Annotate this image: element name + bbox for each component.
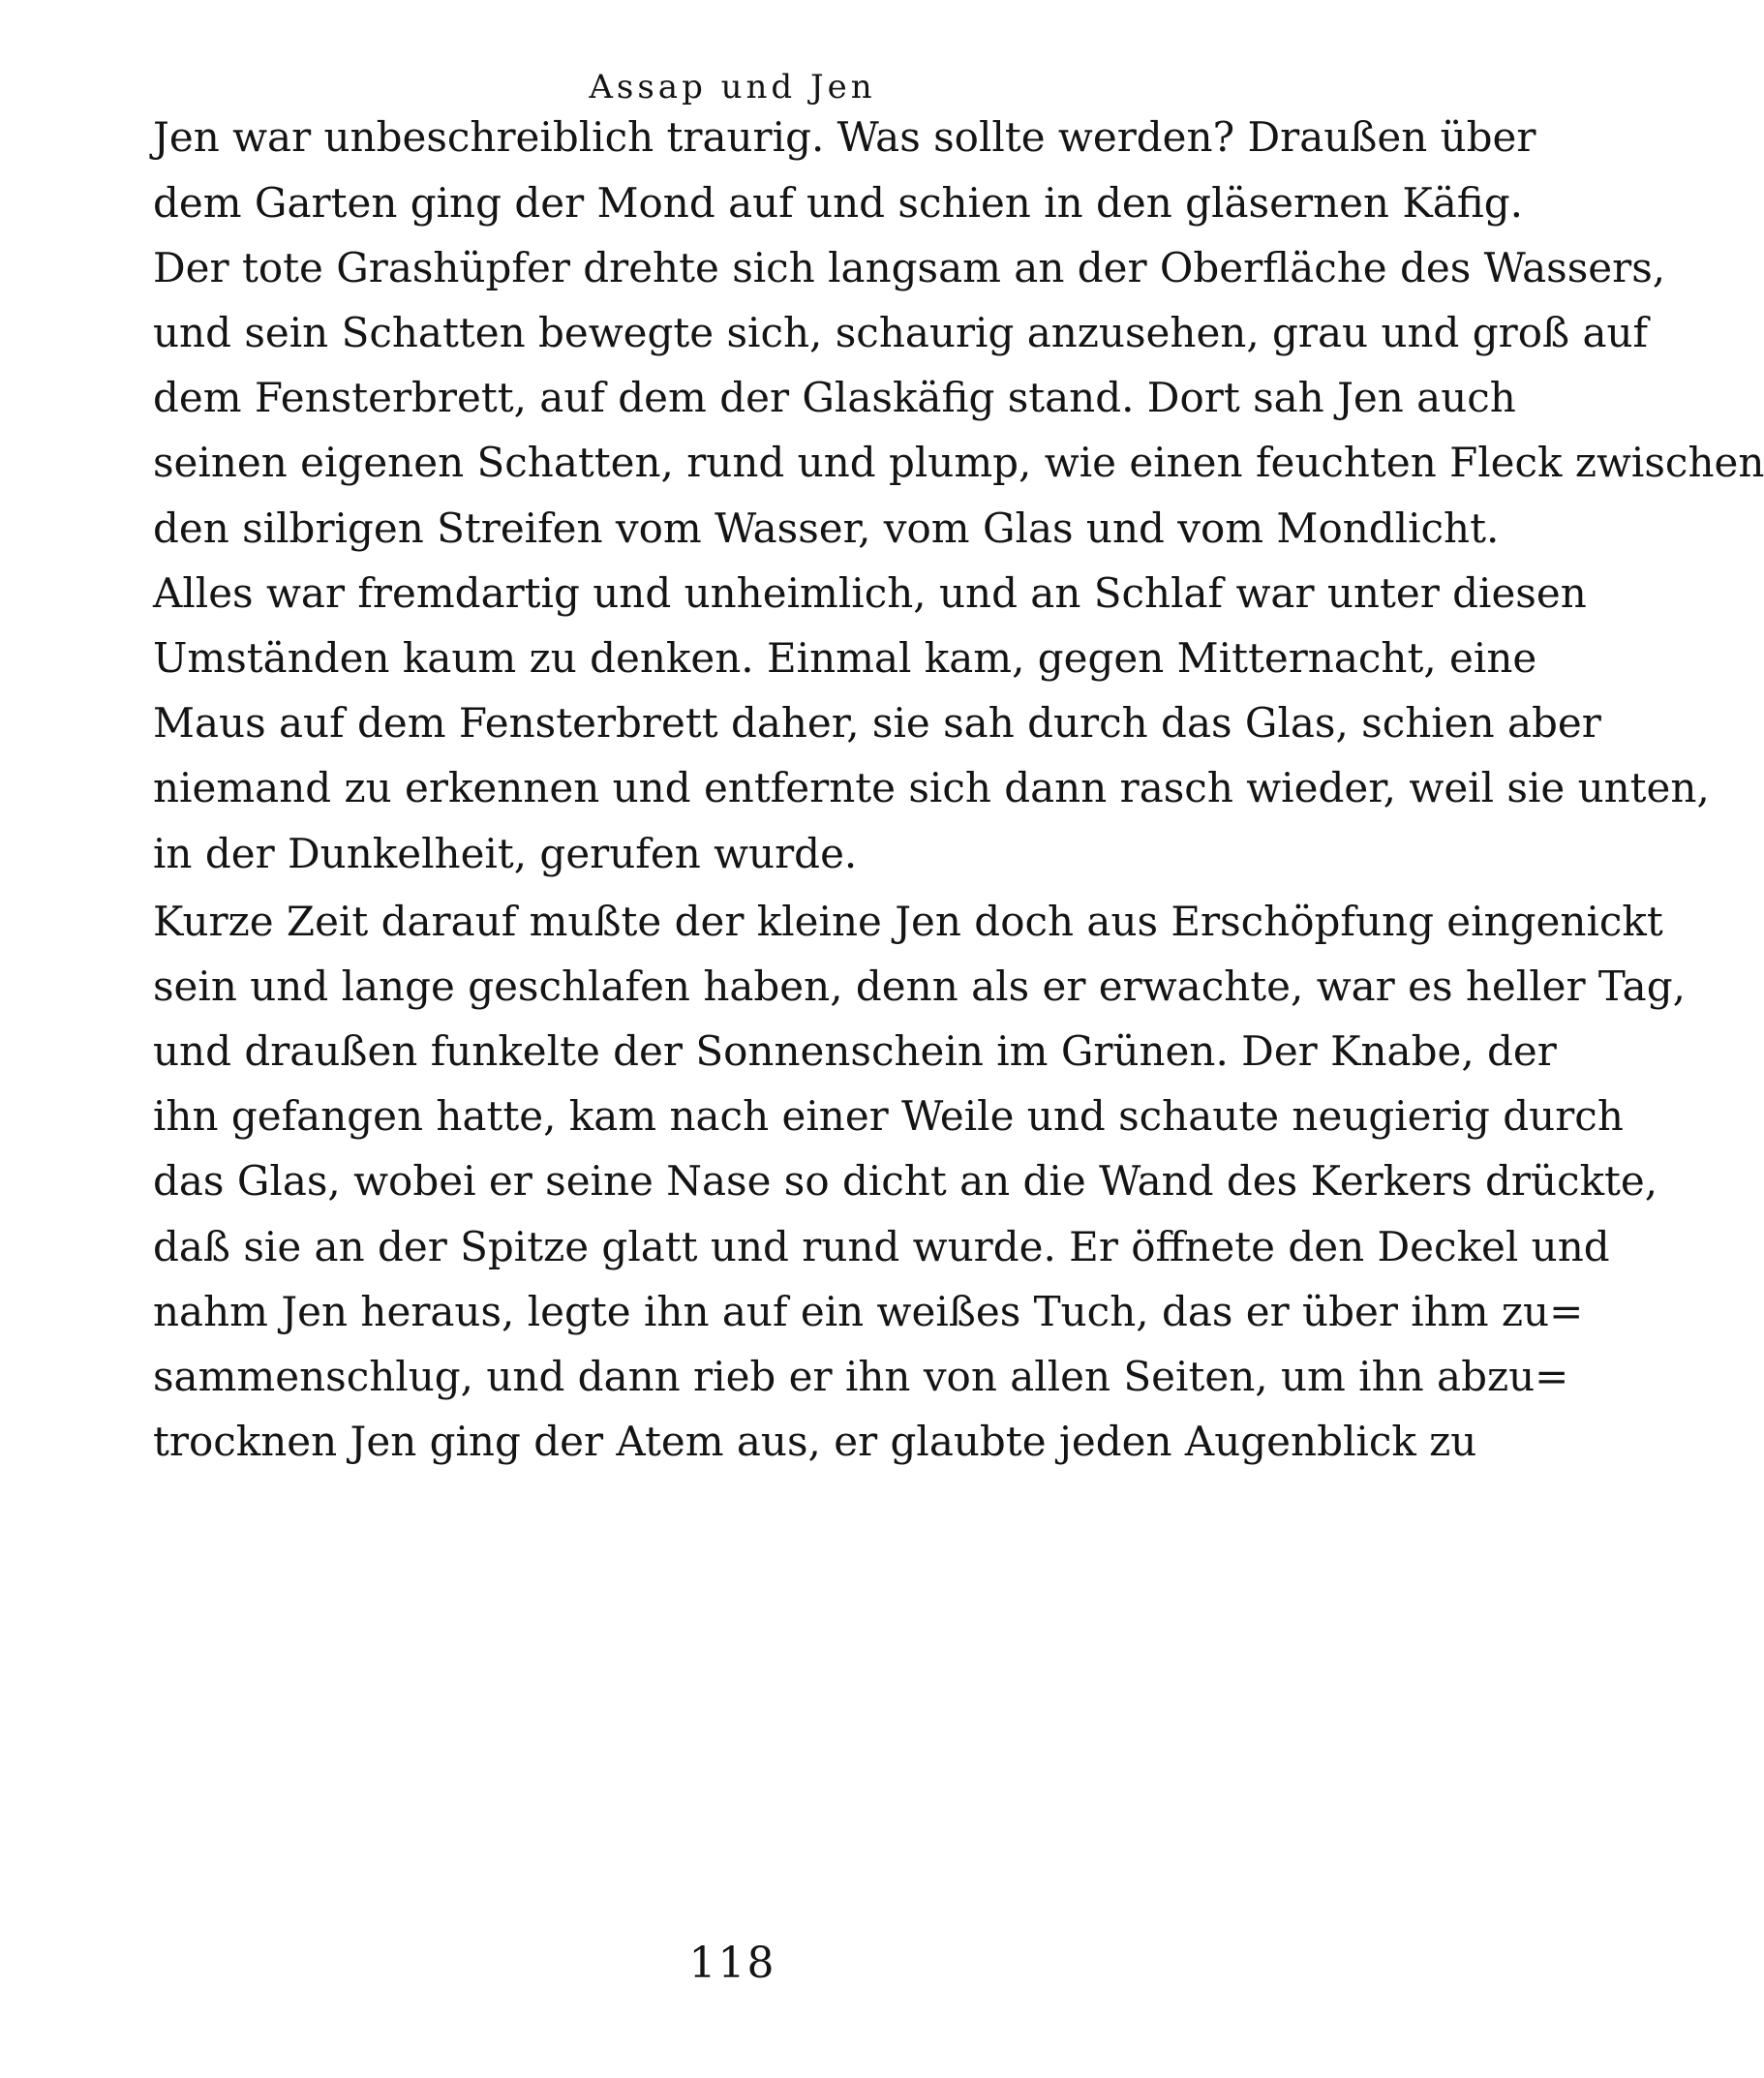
text-line: Jen war unbeschreiblich traurig. Was sollte werden? Draußen über: [153, 113, 1536, 161]
text-line: Alles war fremdartig und unheimlich, und an Schlaf war unter diesen: [153, 569, 1587, 617]
text-line: dem Garten ging der Mond auf und schien in den gläsernen Käfig.: [153, 179, 1523, 227]
text-line: den silbrigen Streifen vom Wasser, vom Glas und vom Mondlicht.: [153, 504, 1500, 552]
text-line: sammenschlug, und dann rieb er ihn von allen Seiten, um ihn abzu=: [153, 1353, 1569, 1400]
text-line: ihn gefangen hatte, kam nach einer Weile und schaute neugierig durch: [153, 1092, 1624, 1140]
text-line: und sein Schatten bewegte sich, schaurig anzusehen, grau und groß auf: [153, 309, 1649, 356]
text-line: in der Dunkelheit, gerufen wurde.: [153, 830, 858, 877]
text-line: nahm Jen heraus, legte ihn auf ein weißes Tuch, das er über ihm zu=: [153, 1288, 1584, 1335]
text-line: sein und lange geschlafen haben, denn als er erwachte, war es heller Tag,: [153, 963, 1686, 1010]
text-line: niemand zu erkennen und entfernte sich dann rasch wieder, weil sie unten,: [153, 764, 1710, 811]
text-line: und draußen funkelte der Sonnenschein im Grünen. Der Knabe, der: [153, 1027, 1557, 1075]
text-line: Maus auf dem Fensterbrett daher, sie sah durch das Glas, schien aber: [153, 699, 1601, 747]
page-number: 118: [688, 1939, 776, 1988]
text-line: dem Fensterbrett, auf dem der Glaskäfig stand. Dort sah Jen auch: [153, 374, 1516, 421]
text-line: seinen eigenen Schatten, rund und plump, wie einen feuchten Fleck zwischen: [153, 439, 1764, 486]
text-line: trocknen Jen ging der Atem aus, er glaubte jeden Augenblick zu: [153, 1418, 1477, 1465]
text-line: Umständen kaum zu denken. Einmal kam, gegen Mitternacht, eine: [153, 634, 1537, 682]
text-line: Der tote Grashüpfer drehte sich langsam an der Oberfläche des Wassers,: [153, 244, 1666, 291]
text-line: Kurze Zeit darauf mußte der kleine Jen doch aus Erschöpfung eingenickt: [153, 898, 1663, 945]
text-line: daß sie an der Spitze glatt und rund wurde. Er öffnete den Deckel und: [153, 1223, 1610, 1270]
running-head: Assap und Jen: [589, 68, 876, 107]
text-line: das Glas, wobei er seine Nase so dicht an die Wand des Kerkers drückte,: [153, 1157, 1658, 1205]
